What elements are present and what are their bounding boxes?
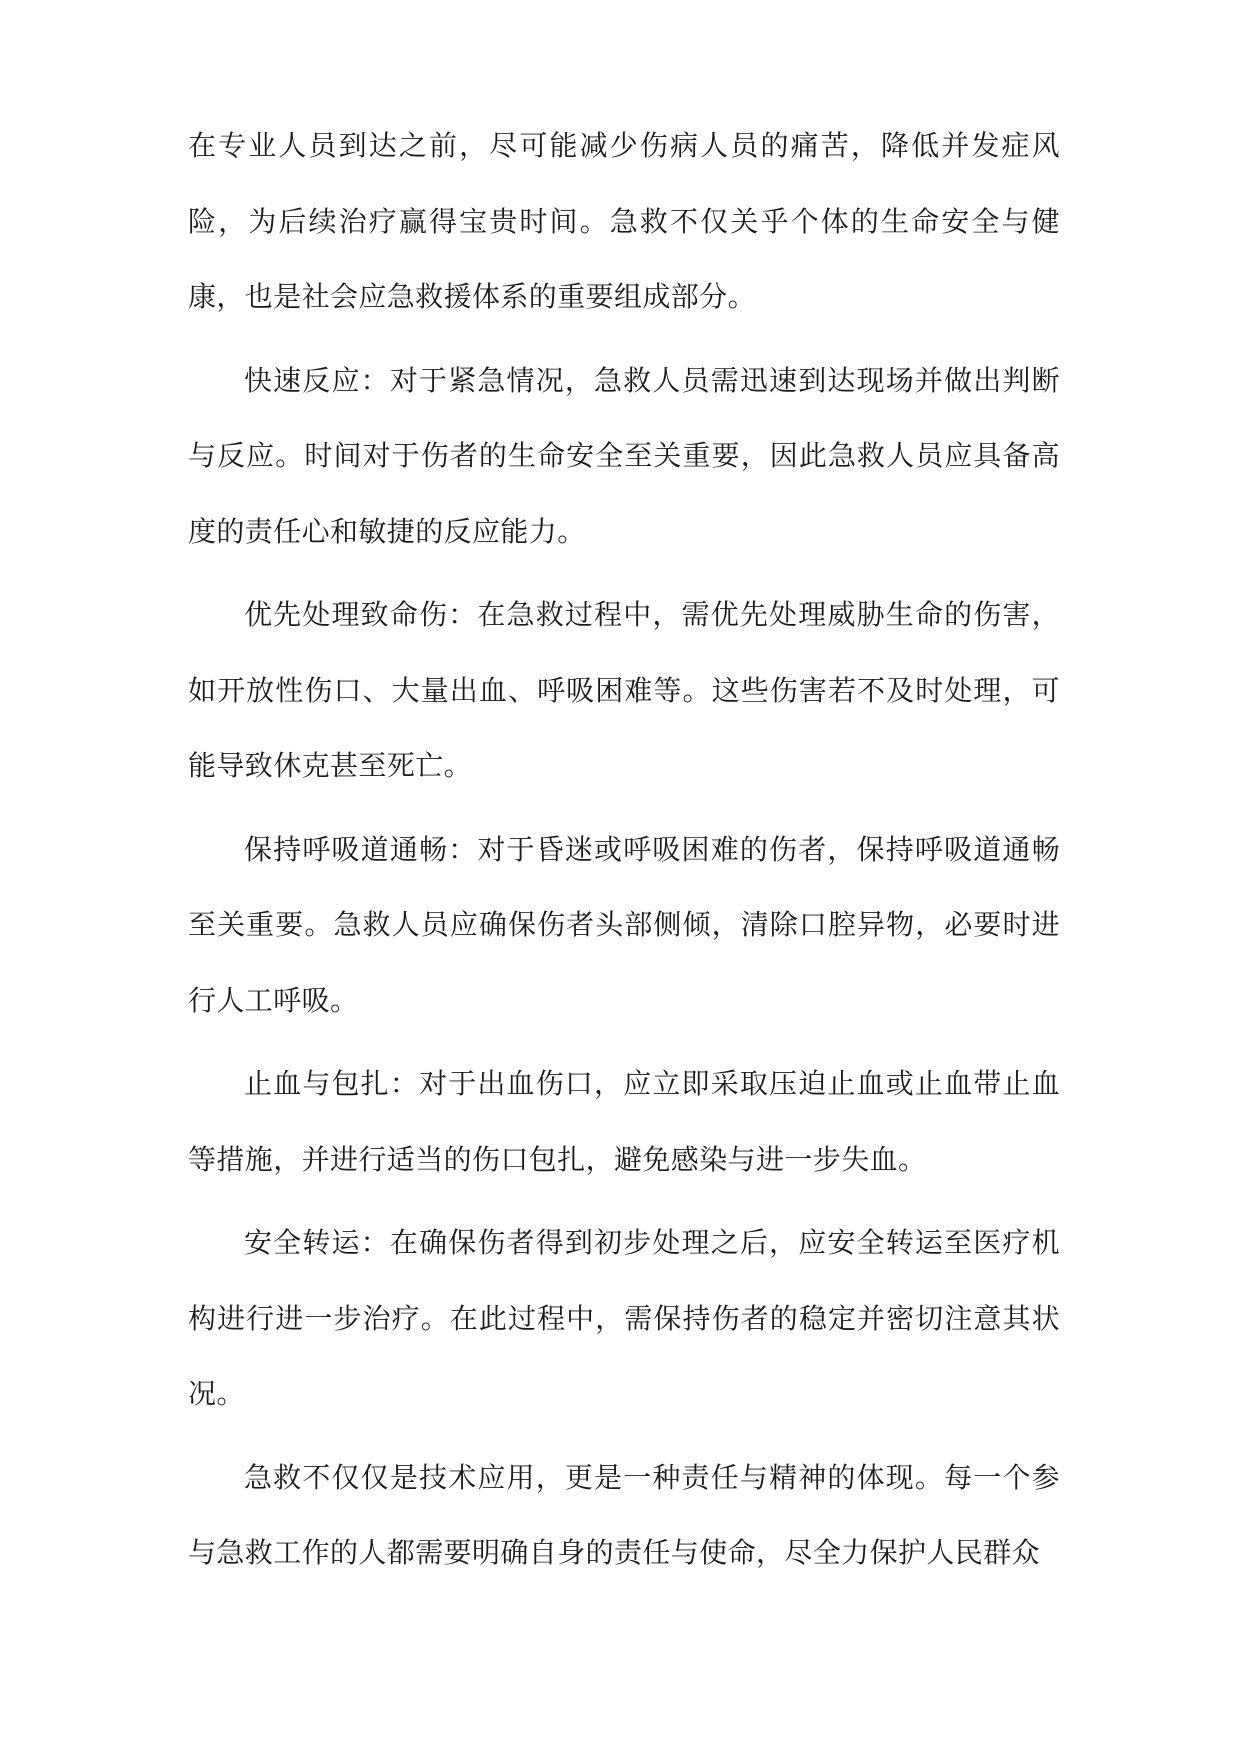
paragraph-bleeding-bandage: 止血与包扎：对于出血伤口，应立即采取压迫止血或止血带止血等措施，并进行适当的伤口包扎，避免感染与进一步失血。 [188,1067,1060,1176]
paragraph-safe-transport: 安全转运：在确保伤者得到初步处理之后，应安全转运至医疗机构进行进一步治疗。在此过程中，需保持伤者的稳定并密切注意其状况。 [188,1226,1060,1410]
document-body [188,108,1060,1599]
paragraph-conclusion: 急救不仅仅是技术应用，更是一种责任与精神的体现。每一个参与急救工作的人都需要明确自身的责任与使命，尽全力保护人民群众 [188,1460,1060,1569]
paragraph-rapid-response: 快速反应：对于紧急情况，急救人员需迅速到达现场并做出判断与反应。时间对于伤者的生命安全至关重要，因此急救人员应具备高度的责任心和敏捷的反应能力。 [188,363,1060,548]
paragraph-intro-continuation: 在专业人员到达之前，尽可能减少伤病人员的痛苦，降低并发症风险，为后续治疗赢得宝贵时间。急救不仅关乎个体的生命安全与健康，也是社会应急救援体系的重要组成部分。 [188,129,1060,313]
paragraph-fatal-injury-priority: 优先处理致命伤：在急救过程中，需优先处理威胁生命的伤害，如开放性伤口、大量出血、呼吸困难等。这些伤害若不及时处理，可能导致休克甚至死亡。 [188,598,1060,782]
paragraph-airway-clear: 保持呼吸道通畅：对于昏迷或呼吸困难的伤者，保持呼吸道通畅至关重要。急救人员应确保伤者头部侧倾，清除口腔异物，必要时进行人工呼吸。 [188,832,1060,1017]
